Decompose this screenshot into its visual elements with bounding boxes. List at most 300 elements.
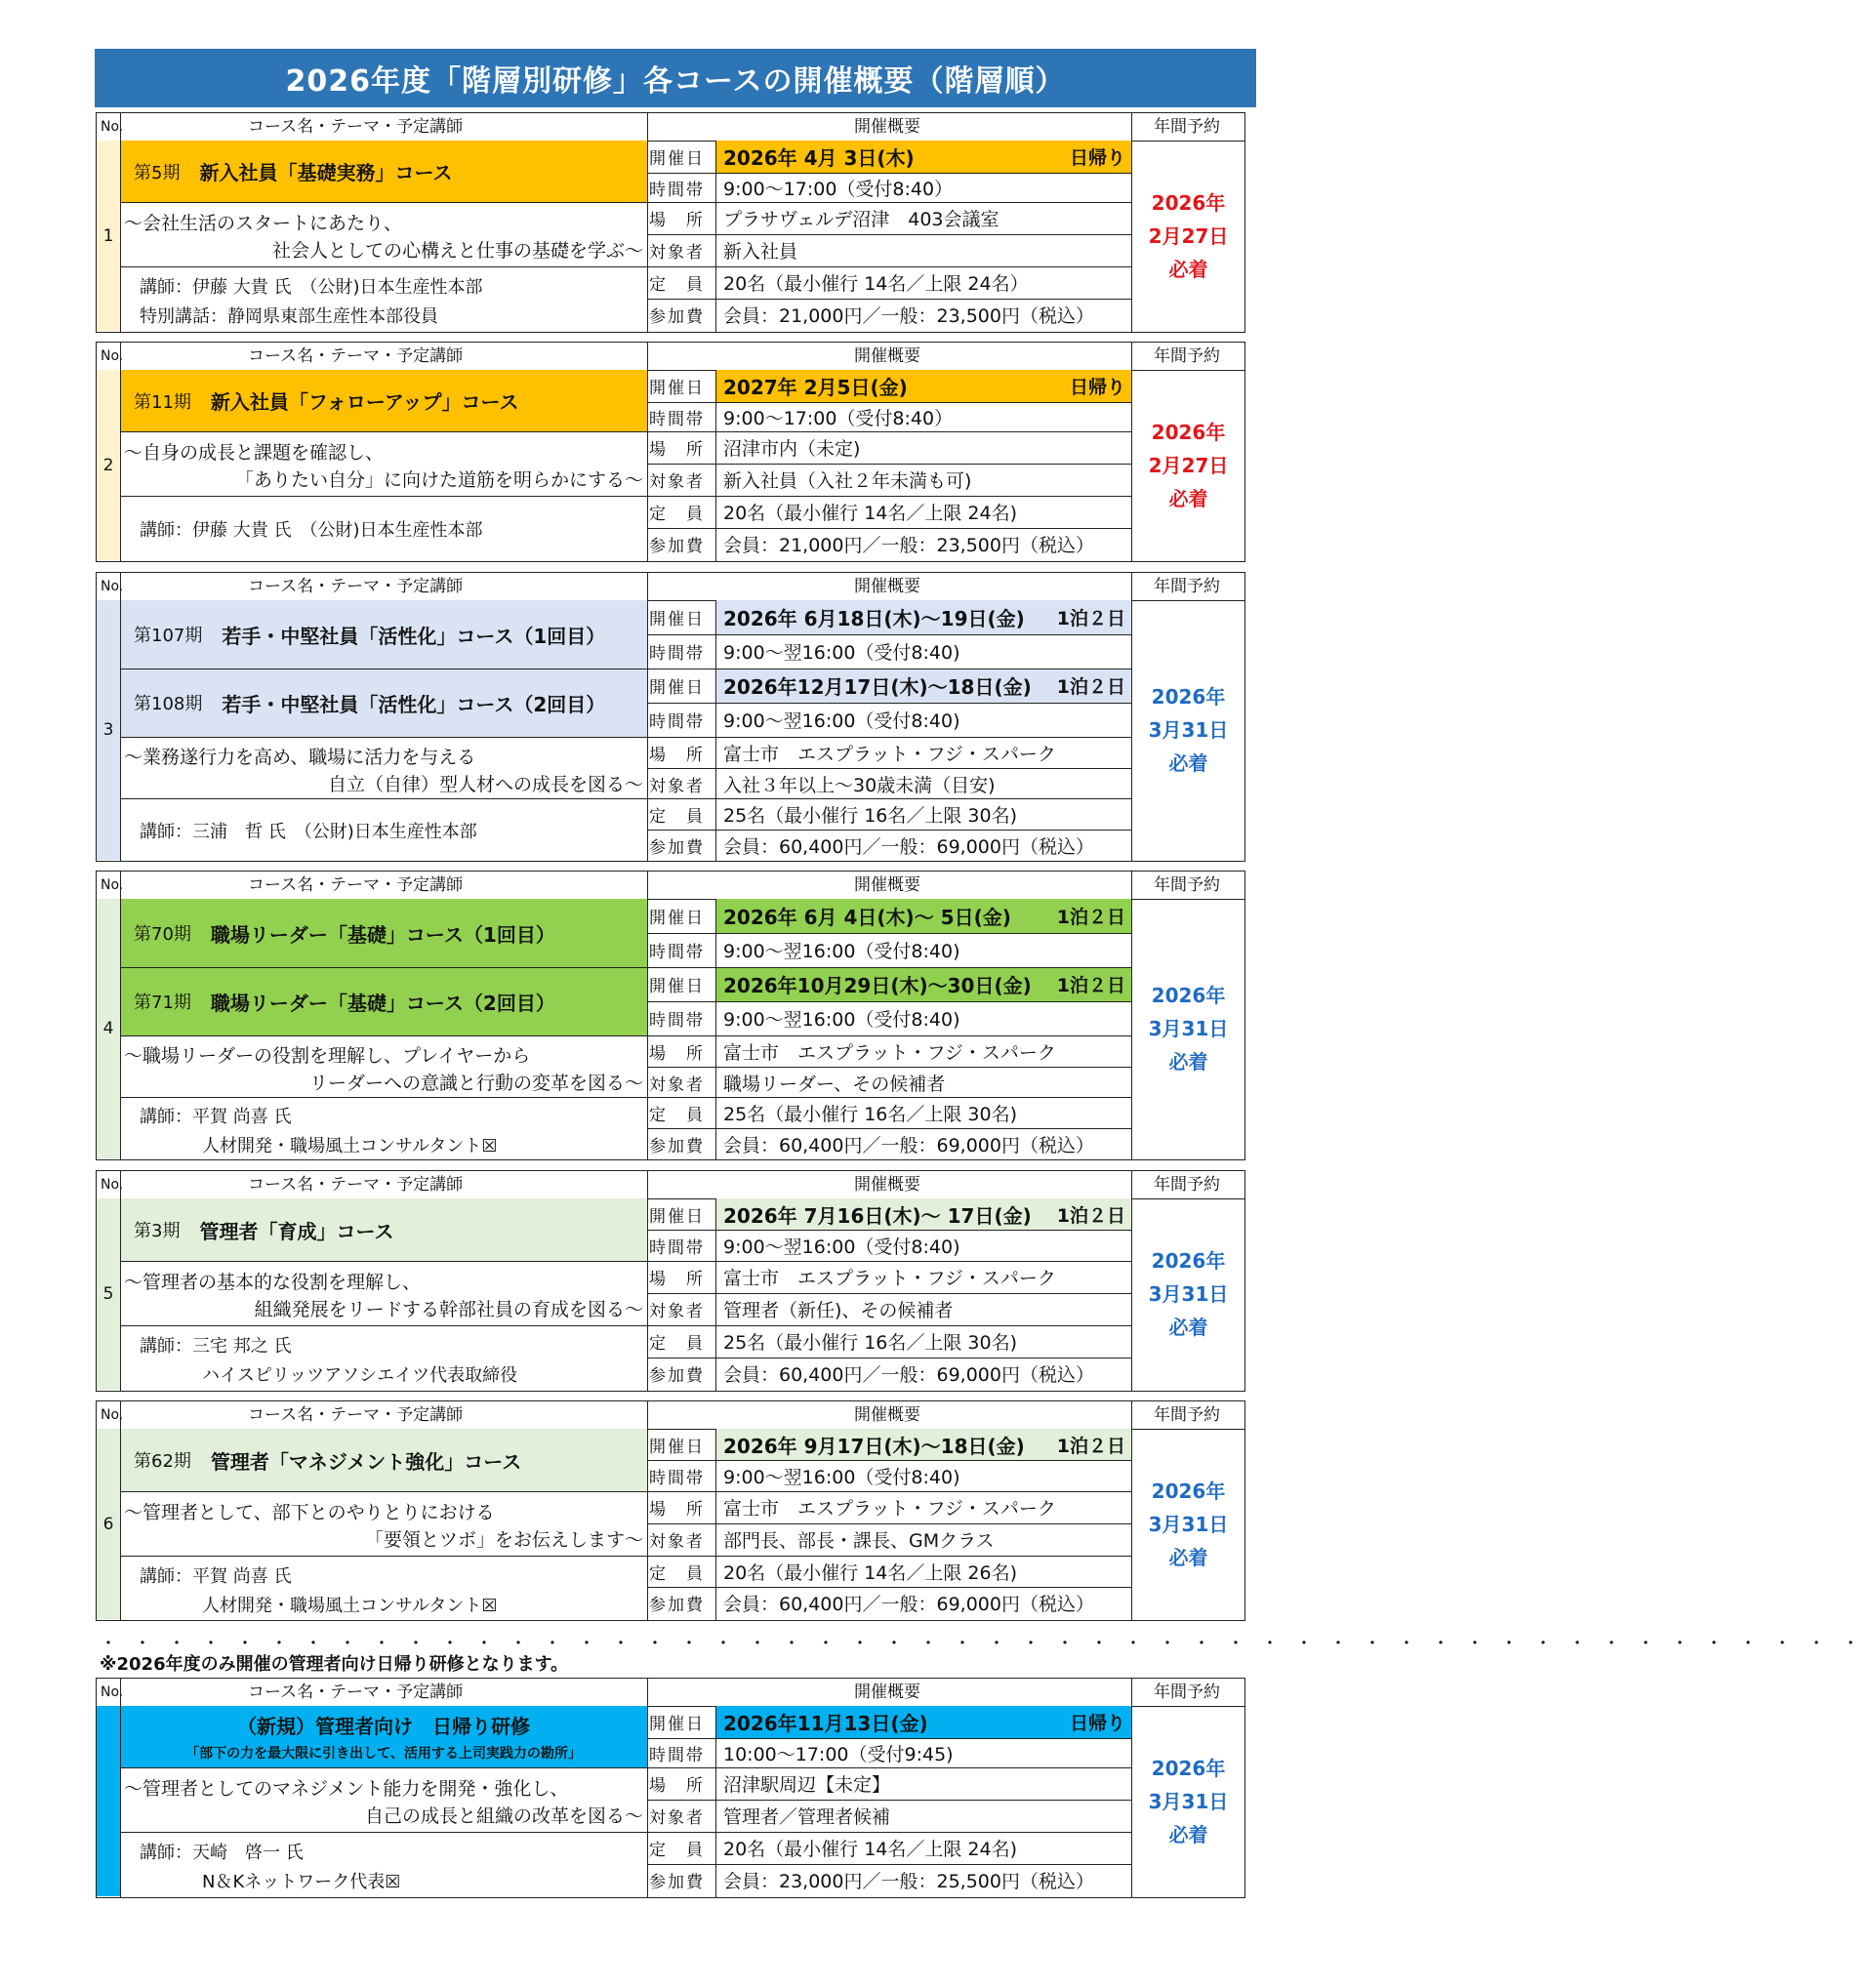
date-value-wrap: [723, 967, 1131, 1001]
grid-line-horizontal: [647, 299, 1131, 300]
course-block: [96, 1400, 1245, 1621]
summary-value: 富士市 エスプラット・フジ・スパーク: [723, 743, 1056, 765]
summary-value: 新入社員（入社２年未満も可): [723, 470, 972, 492]
grid-line-horizontal: [647, 1293, 1131, 1294]
grid-line-vertical: [715, 1429, 716, 1620]
course-theme: [120, 737, 647, 798]
summary-value: [715, 600, 1131, 634]
summary-label: 開催日: [649, 610, 705, 629]
annual-line: 必着: [1168, 486, 1208, 510]
course-name: 若手・中堅社員「活性化」コース（1回目）: [222, 624, 606, 648]
grid-line-vertical: [1131, 113, 1132, 332]
grid-line-horizontal: [120, 967, 647, 968]
summary-value: 25名（最小催行 16名／上限 30名): [723, 804, 1018, 827]
header-no: No.: [101, 579, 124, 594]
instructor-line-2: 人材開発・職場風土コンサルタント☒: [202, 1135, 498, 1156]
course-block: [96, 342, 1245, 562]
grid-line-vertical: [120, 1679, 121, 1897]
summary-value: 会員：60,400円／一般：69,000円（税込）: [723, 1364, 1094, 1386]
summary-value: [715, 967, 1131, 1001]
grid-line-horizontal: [647, 1460, 1131, 1461]
summary-value: 会員：23,000円／一般：25,500円（税込）: [723, 1871, 1094, 1892]
course-title: [120, 899, 647, 967]
summary-value: 富士市 エスプラット・フジ・スパーク: [723, 1498, 1056, 1520]
date-value-wrap: [723, 899, 1131, 933]
summary-value: 会員：60,400円／一般：69,000円（税込）: [723, 835, 1094, 858]
course-name: 若手・中堅社員「活性化」コース（2回目）: [222, 692, 606, 716]
grid-line-horizontal: [647, 1067, 1131, 1068]
grid-line-vertical: [120, 1171, 121, 1391]
summary-label: 参加費: [649, 1596, 705, 1615]
event-date: 2026年11月13日(金): [723, 1712, 928, 1735]
grid-line-horizontal: [647, 402, 1131, 403]
course-term: 第5期: [134, 162, 181, 183]
grid-line-vertical: [715, 370, 716, 561]
summary-label: 定 員: [649, 1841, 705, 1860]
course-term: 第71期: [134, 993, 191, 1013]
grid-line-horizontal: [120, 1767, 647, 1768]
header-no: No.: [101, 877, 124, 893]
course-title: [120, 600, 647, 669]
instructor-line-1: 講師：伊藤 大貴 氏 （公財)日本生産性本部: [140, 277, 483, 298]
summary-label: 時間帯: [649, 1237, 705, 1258]
instructor-info: [120, 1325, 647, 1390]
instructor-line-2: N＆Kネットワーク代表☒: [202, 1872, 401, 1892]
annual-reservation: [1133, 1198, 1244, 1390]
summary-label: 定 員: [649, 806, 705, 827]
summary-label: 時間帯: [649, 1468, 705, 1488]
summary-label: 開催日: [649, 678, 705, 698]
table-header: [97, 1401, 1244, 1430]
header-course: コース名・テーマ・予定講師: [248, 117, 464, 137]
date-value-wrap: [723, 1706, 1131, 1738]
grid-line-vertical: [1131, 343, 1132, 561]
grid-line-vertical: [647, 1679, 648, 1897]
summary-label: 開催日: [649, 1437, 705, 1457]
theme-line-1: ～自身の成長と課題を確認し、: [124, 442, 385, 464]
summary-value: 富士市 エスプラット・フジ・スパーク: [723, 1268, 1056, 1289]
summary-label: 定 員: [649, 1334, 705, 1354]
theme-line-2: 組織発展をリードする幹部社員の育成を図る～: [254, 1299, 643, 1320]
grid-line-horizontal: [647, 1325, 1131, 1326]
day-type: 1泊２日: [1056, 608, 1125, 629]
course-name: 職場リーダー「基礎」コース（2回目）: [210, 991, 555, 1015]
grid-line-horizontal: [647, 464, 1131, 465]
block-number: 6: [97, 1429, 120, 1619]
instructor-line-2: 人材開発・職場風土コンサルタント☒: [202, 1595, 498, 1616]
summary-label: 対象者: [649, 1302, 705, 1321]
summary-value: 部門長、部長・課長、GMクラス: [723, 1530, 995, 1552]
summary-label: 時間帯: [649, 1745, 705, 1765]
theme-line-2: 自己の成長と組織の改革を図る～: [364, 1805, 643, 1827]
page-title: 2026年度「階層別研修」各コースの開催概要（階層順）: [95, 49, 1256, 107]
annual-line: 3月31日: [1148, 1017, 1229, 1040]
header-no: No.: [101, 1407, 124, 1423]
grid-line-horizontal: [120, 202, 647, 203]
grid-line-horizontal: [647, 234, 1131, 235]
summary-value: 会員：21,000円／一般：23,500円（税込）: [723, 305, 1094, 327]
annual-line: 2026年: [1151, 420, 1226, 444]
event-date: 2026年10月29日(木)～30日(金): [723, 974, 1032, 997]
summary-label: 時間帯: [649, 409, 705, 429]
header-annual: 年間予約: [1154, 1175, 1220, 1195]
instructor-info: [120, 1097, 647, 1158]
grid-line-horizontal: [647, 1491, 1131, 1492]
day-type: 日帰り: [1069, 377, 1125, 398]
summary-value: 9:00～翌16:00（受付8:40): [723, 1236, 960, 1258]
course-theme: [120, 202, 647, 266]
block-number: [97, 1706, 120, 1896]
instructor-info: [120, 798, 647, 860]
table-header: [97, 1171, 1244, 1199]
summary-label: 参加費: [649, 307, 705, 327]
annual-line: 必着: [1168, 1316, 1208, 1339]
header-annual: 年間予約: [1154, 875, 1220, 895]
summary-value: 10:00～17:00（受付9:45): [723, 1743, 954, 1765]
annual-line: 必着: [1168, 751, 1208, 775]
course-name: 職場リーダー「基礎」コース（1回目）: [210, 922, 555, 947]
summary-label: 時間帯: [649, 180, 705, 200]
summary-label: 開催日: [649, 149, 705, 169]
summary-label: 参加費: [649, 1136, 705, 1156]
date-value-wrap: [723, 370, 1131, 402]
grid-line-vertical: [715, 141, 716, 332]
summary-label: 時間帯: [649, 712, 705, 732]
grid-line-vertical: [1131, 1401, 1132, 1620]
course-title: [120, 370, 647, 431]
summary-label: 対象者: [649, 243, 705, 263]
annual-reservation: [1133, 141, 1244, 331]
date-value-wrap: [723, 669, 1131, 703]
grid-line-horizontal: [647, 737, 1131, 738]
header-course: コース名・テーマ・予定講師: [248, 1405, 464, 1425]
grid-line-horizontal: [120, 1261, 647, 1262]
header-summary: 開催概要: [854, 346, 920, 366]
summary-value: 会員：60,400円／一般：69,000円（税込）: [723, 1134, 1094, 1156]
course-name: 新入社員「フォローアップ」コース: [210, 390, 519, 414]
summary-label: 対象者: [649, 776, 705, 796]
course-name: 新入社員「基礎実務」コース: [199, 161, 453, 184]
annual-reservation: [1133, 1429, 1244, 1619]
date-value-wrap: [723, 141, 1131, 173]
header-annual: 年間予約: [1154, 117, 1220, 137]
summary-label: 対象者: [649, 1808, 705, 1828]
theme-line-2: 社会人としての心構えと仕事の基礎を学ぶ～: [271, 240, 643, 262]
grid-line-horizontal: [647, 1128, 1131, 1129]
grid-line-vertical: [715, 899, 716, 1159]
table-header: [97, 1679, 1244, 1707]
event-date: 2026年 6月18日(木)～19日(金): [723, 607, 1025, 630]
grid-line-horizontal: [647, 933, 1131, 934]
event-date: 2026年12月17日(木)～18日(金): [723, 675, 1032, 699]
summary-label: 定 員: [649, 1564, 705, 1584]
course-block: [96, 1170, 1245, 1392]
annual-line: 必着: [1168, 1545, 1208, 1569]
theme-line-1: ～会社生活のスタートにあたり、: [124, 213, 403, 234]
summary-label: 定 員: [649, 275, 705, 295]
header-summary: 開催概要: [854, 875, 920, 895]
summary-label: 参加費: [649, 837, 705, 858]
grid-line-horizontal: [647, 1230, 1131, 1231]
course-title: [120, 141, 647, 202]
summary-value: [715, 899, 1131, 933]
header-summary: 開催概要: [854, 1405, 920, 1425]
day-type: 1泊２日: [1056, 1435, 1125, 1457]
course-term: 第11期: [134, 391, 191, 413]
grid-line-vertical: [647, 113, 648, 332]
grid-line-horizontal: [647, 431, 1131, 432]
course-term: 第70期: [134, 924, 191, 945]
annual-line: 2026年: [1151, 1756, 1226, 1780]
summary-label: 時間帯: [649, 943, 705, 962]
summary-value: [715, 1429, 1131, 1460]
annual-reservation: [1133, 899, 1244, 1158]
theme-line-1: ～業務遂行力を高め、職場に活力を与える: [124, 746, 476, 768]
summary-value: 20名（最小催行 14名／上限 26名): [723, 1562, 1018, 1584]
annual-reservation: [1133, 370, 1244, 560]
summary-label: 対象者: [649, 472, 705, 492]
grid-line-horizontal: [647, 798, 1131, 799]
summary-label: 開催日: [649, 977, 705, 996]
grid-line-horizontal: [120, 431, 647, 432]
block-number: 3: [97, 600, 120, 860]
grid-line-horizontal: [647, 1097, 1131, 1098]
table-header: [97, 872, 1244, 900]
summary-label: 定 員: [649, 1105, 705, 1125]
summary-label: 参加費: [649, 1873, 705, 1892]
annual-line: 3月31日: [1148, 718, 1229, 742]
grid-line-horizontal: [647, 1738, 1131, 1739]
theme-line-1: ～管理者としてのマネジメント能力を開発・強化し、: [124, 1778, 569, 1800]
instructor-line-1: 講師：平賀 尚喜 氏: [140, 1106, 292, 1127]
theme-line-2: 自立（自律）型人材への成長を図る～: [327, 773, 643, 795]
event-date: 2026年 6月 4日(木)～ 5日(金): [723, 906, 1011, 929]
summary-value: 9:00～翌16:00（受付8:40): [723, 941, 960, 962]
grid-line-horizontal: [647, 1556, 1131, 1557]
summary-label: 参加費: [649, 537, 705, 556]
summary-label: 場 所: [649, 1043, 705, 1064]
course-block: [96, 1678, 1245, 1898]
table-header: [97, 113, 1244, 142]
course-block: [96, 871, 1245, 1160]
header-no: No.: [101, 1684, 124, 1700]
summary-label: 場 所: [649, 440, 705, 460]
annual-line: 3月31日: [1148, 1282, 1229, 1306]
summary-value: 25名（最小催行 16名／上限 30名): [723, 1332, 1018, 1354]
instructor-line-1: 講師：天崎 啓一 氏: [140, 1843, 304, 1863]
grid-line-horizontal: [647, 830, 1131, 831]
block-number: 4: [97, 899, 120, 1158]
summary-label: 時間帯: [649, 644, 705, 664]
course-block: [96, 112, 1245, 333]
annual-line: 2026年: [1151, 685, 1226, 709]
grid-line-vertical: [120, 1401, 121, 1620]
theme-line-1: ～職場リーダーの役割を理解し、プレイヤーから: [124, 1044, 531, 1067]
summary-value: 新入社員: [723, 241, 798, 263]
theme-line-1: ～管理者の基本的な役割を理解し、: [124, 1272, 422, 1293]
summary-value: 9:00～17:00（受付8:40）: [723, 407, 954, 429]
grid-line-horizontal: [647, 528, 1131, 529]
summary-value: プラサヴェルデ沼津 403会議室: [723, 209, 999, 230]
summary-label: 場 所: [649, 211, 705, 230]
header-annual: 年間予約: [1154, 1683, 1220, 1702]
header-summary: 開催概要: [854, 117, 920, 137]
header-course: コース名・テーマ・予定講師: [248, 875, 464, 895]
summary-label: 時間帯: [649, 1011, 705, 1031]
course-theme: [120, 1491, 647, 1556]
theme-line-2: 「要領とツボ」をお伝えします～: [364, 1529, 643, 1551]
day-type: 1泊２日: [1056, 975, 1125, 996]
annual-line: 必着: [1168, 257, 1208, 281]
grid-line-horizontal: [647, 967, 1131, 968]
note-text: ※2026年度のみ開催の管理者向け日帰り研修となります。: [100, 1654, 569, 1675]
grid-line-horizontal: [647, 266, 1131, 267]
summary-label: 場 所: [649, 1270, 705, 1289]
summary-label: 場 所: [649, 1776, 705, 1796]
header-course: コース名・テーマ・予定講師: [248, 1683, 464, 1702]
summary-label: 開催日: [649, 1715, 705, 1734]
summary-label: 場 所: [649, 1500, 705, 1520]
summary-value: 20名（最小催行 14名／上限 24名）: [723, 273, 1029, 295]
grid-line-horizontal: [647, 1261, 1131, 1262]
grid-line-vertical: [120, 573, 121, 861]
annual-line: 3月31日: [1148, 1512, 1229, 1536]
course-name: 管理者「マネジメント強化」コース: [210, 1449, 522, 1474]
day-type: 1泊２日: [1056, 676, 1125, 698]
grid-line-horizontal: [647, 1800, 1131, 1801]
annual-line: 2026年: [1151, 190, 1226, 215]
grid-line-horizontal: [120, 1491, 647, 1492]
grid-line-vertical: [1131, 1171, 1132, 1391]
grid-line-vertical: [1131, 573, 1132, 861]
course-theme: [120, 1035, 647, 1097]
summary-value: 9:00～翌16:00（受付8:40): [723, 642, 960, 664]
block-number: 2: [97, 370, 120, 560]
grid-line-horizontal: [647, 496, 1131, 497]
summary-value: 管理者／管理者候補: [723, 1806, 891, 1828]
dotted-separator: ・・・・・・・・・・・・・・・・・・・・・・・・・・・・・・・・・・・・・・・・・・・・・・・・・・・・: [100, 1634, 1876, 1654]
grid-line-horizontal: [647, 768, 1131, 769]
grid-line-horizontal: [647, 173, 1131, 174]
instructor-line-1: 講師：三宅 邦之 氏: [140, 1336, 292, 1357]
annual-reservation: [1133, 600, 1244, 860]
course-name: （新規）管理者向け 日帰り研修: [237, 1715, 530, 1738]
course-theme: [120, 1767, 647, 1832]
summary-value: [715, 1706, 1131, 1738]
summary-value: 入社３年以上～30歳未満（目安): [723, 774, 996, 796]
summary-value: 20名（最小催行 14名／上限 24名): [723, 1839, 1018, 1860]
block-number: 5: [97, 1198, 120, 1390]
summary-label: 対象者: [649, 1532, 705, 1552]
grid-line-vertical: [715, 1198, 716, 1391]
instructor-line-1: 講師：三浦 哲 氏 （公財)日本生産性本部: [140, 821, 477, 842]
summary-value: 9:00～翌16:00（受付8:40): [723, 710, 960, 732]
grid-line-horizontal: [647, 1523, 1131, 1524]
theme-line-2: リーダーへの意識と行動の変革を図る～: [308, 1072, 643, 1094]
grid-line-horizontal: [647, 703, 1131, 704]
summary-value: [715, 669, 1131, 703]
grid-line-horizontal: [647, 1767, 1131, 1768]
course-term: 第107期: [134, 626, 203, 646]
day-type: 1泊２日: [1056, 1204, 1125, 1227]
summary-label: 場 所: [649, 745, 705, 765]
table-header: [97, 343, 1244, 371]
summary-value: 9:00～17:00（受付8:40）: [723, 178, 954, 200]
annual-reservation: [1133, 1706, 1244, 1896]
header-no: No.: [101, 119, 124, 135]
header-no: No.: [101, 1177, 124, 1193]
header-course: コース名・テーマ・予定講師: [248, 577, 464, 596]
table-header: [97, 573, 1244, 601]
summary-value: 沼津市内（未定): [723, 438, 861, 460]
annual-line: 必着: [1168, 1050, 1208, 1074]
header-summary: 開催概要: [854, 1175, 920, 1195]
summary-value: 会員：60,400円／一般：69,000円（税込）: [723, 1594, 1094, 1615]
grid-line-vertical: [647, 1401, 648, 1620]
course-title: [120, 1429, 647, 1491]
instructor-info: [120, 496, 647, 560]
grid-line-horizontal: [647, 1864, 1131, 1865]
summary-value: [715, 1198, 1131, 1230]
grid-line-vertical: [120, 343, 121, 561]
grid-line-horizontal: [120, 737, 647, 738]
block-number: 1: [97, 141, 120, 331]
instructor-line-2: 特別講話：静岡県東部生産性本部役員: [140, 306, 438, 327]
course-title: [120, 669, 647, 737]
summary-label: 開催日: [649, 909, 705, 928]
summary-value: 沼津駅周辺【未定】: [723, 1774, 891, 1796]
annual-line: 3月31日: [1148, 1789, 1229, 1813]
annual-line: 2026年: [1151, 1249, 1226, 1273]
grid-line-horizontal: [647, 202, 1131, 203]
instructor-info: [120, 266, 647, 331]
course-term: 第108期: [134, 694, 203, 714]
summary-value: 会員：21,000円／一般：23,500円（税込）: [723, 535, 1094, 556]
annual-line: 2026年: [1151, 984, 1226, 1007]
header-course: コース名・テーマ・予定講師: [248, 1175, 464, 1195]
event-date: 2026年 4月 3日(木): [723, 146, 915, 170]
grid-line-horizontal: [647, 1001, 1131, 1002]
grid-line-vertical: [1131, 872, 1132, 1159]
summary-value: [715, 370, 1131, 402]
annual-line: 2月27日: [1148, 223, 1229, 248]
grid-line-vertical: [715, 1706, 716, 1897]
grid-line-vertical: [647, 343, 648, 561]
annual-line: 2月27日: [1148, 453, 1229, 477]
header-annual: 年間予約: [1154, 1405, 1220, 1425]
summary-value: [715, 141, 1131, 173]
course-title: [120, 1198, 647, 1261]
summary-value: 9:00～翌16:00（受付8:40): [723, 1466, 960, 1488]
instructor-line-2: ハイスピリッツアソシエイツ代表取締役: [202, 1365, 518, 1386]
summary-value: 9:00～翌16:00（受付8:40): [723, 1009, 960, 1031]
event-date: 2026年 7月16日(木)～ 17日(金): [723, 1203, 1032, 1228]
course-term: 第62期: [134, 1451, 191, 1472]
summary-label: 対象者: [649, 1075, 705, 1095]
theme-line-2: 「ありたい自分」に向けた道筋を明らかにする～: [234, 469, 643, 491]
summary-value: 25名（最小催行 16名／上限 30名): [723, 1103, 1018, 1125]
instructor-info: [120, 1832, 647, 1896]
summary-label: 開催日: [649, 1206, 705, 1227]
header-no: No.: [101, 348, 124, 364]
summary-value: 管理者（新任)、その候補者: [723, 1300, 954, 1321]
summary-label: 開催日: [649, 379, 705, 398]
grid-line-vertical: [647, 573, 648, 861]
date-value-wrap: [723, 600, 1131, 634]
grid-line-vertical: [715, 600, 716, 861]
day-type: 日帰り: [1069, 1713, 1125, 1734]
grid-line-vertical: [120, 113, 121, 332]
